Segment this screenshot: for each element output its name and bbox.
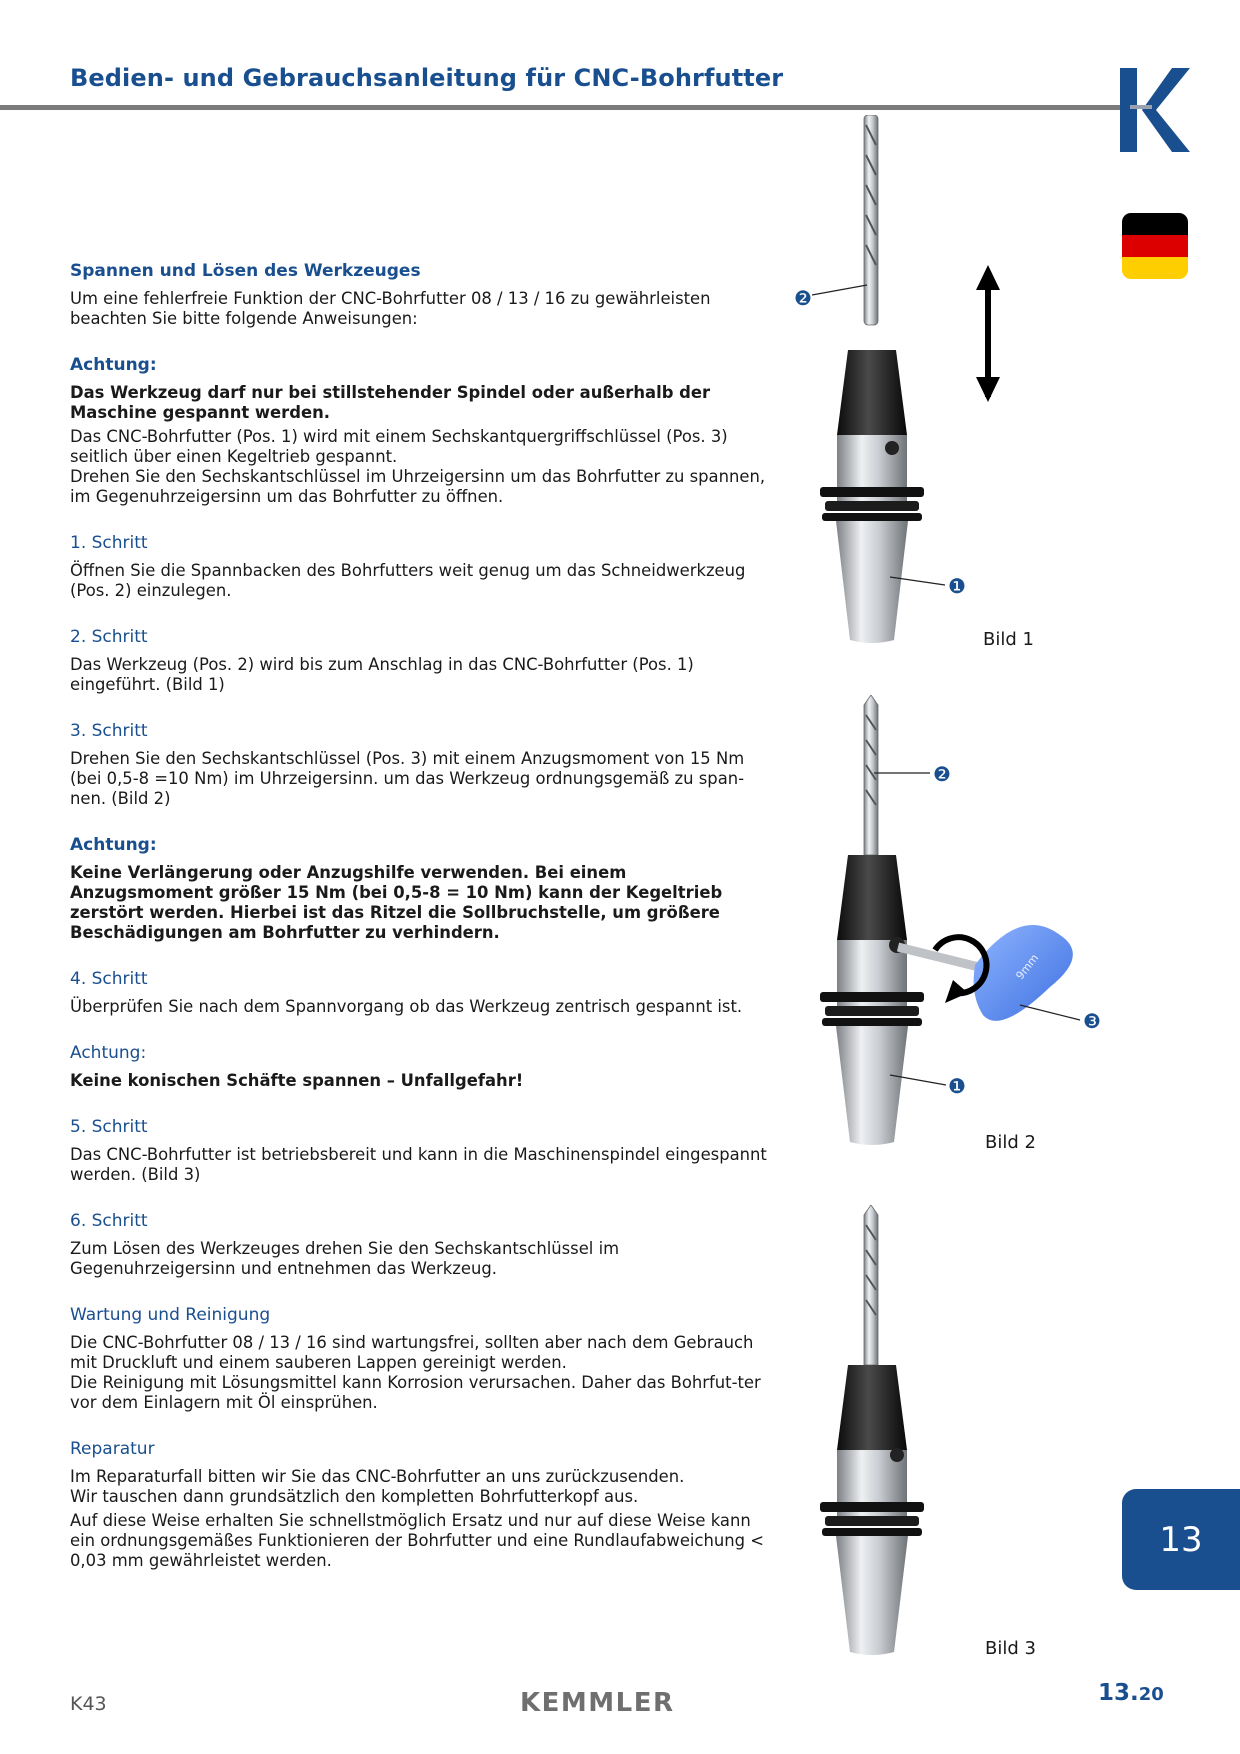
section-paragraph: Das CNC-Bohrfutter (Pos. 1) wird mit einem Sechskantquergriffschlüssel (Pos. 3) seitlich über einen Kegeltrieb gespannt. Drehen Sie den Sechskantschlüssel im Uhrzeigersinn um das Bohrfutter zu spannen, im Gegenuhrzeigersinn um das Bohrfutter zu öffnen. bbox=[70, 427, 766, 506]
cnc-chuck bbox=[820, 350, 924, 643]
section-paragraph: Die CNC-Bohrfutter 08 / 13 / 16 sind wartungsfrei, sollten aber nach dem Gebrauch mit Druckluft und einem sauberen Lappen gereinigt werden. Die Reinigung mit Lösungsmittel kann Korrosion verursachen. Daher das Bohrfut-ter vor dem Einlagern mit Öl einsprühen. bbox=[70, 1333, 761, 1412]
section bbox=[70, 1211, 770, 1279]
section-heading: 2. Schritt bbox=[70, 627, 148, 647]
section bbox=[70, 835, 770, 943]
section bbox=[70, 1117, 770, 1185]
section-heading: 5. Schritt bbox=[70, 1117, 148, 1137]
callout-1: ❶ bbox=[948, 1074, 966, 1098]
up-down-arrow-icon bbox=[976, 265, 1000, 402]
caption-bild2: Bild 2 bbox=[985, 1132, 1036, 1153]
section-heading: Achtung: bbox=[70, 835, 157, 855]
callout-1: ❶ bbox=[948, 574, 966, 598]
catalog-code: K43 bbox=[70, 1693, 107, 1715]
section-heading: 1. Schritt bbox=[70, 533, 148, 553]
drill-bit bbox=[864, 115, 878, 325]
drill-bit bbox=[864, 695, 878, 855]
callout-2: ❷ bbox=[794, 286, 812, 310]
section-paragraph: Um eine fehlerfreie Funktion der CNC-Bohrfutter 08 / 13 / 16 zu gewährleisten beachten Sie bitte folgende Anweisungen: bbox=[70, 289, 711, 328]
page-title: Bedien- und Gebrauchsanleitung für CNC-Bohrfutter bbox=[70, 64, 784, 92]
section-paragraph: Zum Lösen des Werkzeuges drehen Sie den Sechskantschlüssel im Gegenuhrzeigersinn und entnehmen das Werkzeug. bbox=[70, 1239, 620, 1278]
caption-bild1: Bild 1 bbox=[983, 629, 1034, 650]
section-heading: Wartung und Reinigung bbox=[70, 1305, 271, 1325]
section-paragraph: Öffnen Sie die Spannbacken des Bohrfutters weit genug um das Schneidwerkzeug (Pos. 2) einzulegen. bbox=[70, 561, 746, 600]
section-paragraph: Keine konischen Schäfte spannen – Unfallgefahr! bbox=[70, 1071, 524, 1090]
section bbox=[70, 627, 770, 695]
cnc-chuck bbox=[820, 1365, 924, 1655]
section bbox=[70, 969, 770, 1017]
section-heading: Reparatur bbox=[70, 1439, 155, 1459]
callout-3: ❸ bbox=[1083, 1009, 1101, 1033]
section bbox=[70, 721, 770, 809]
page-number-sub: 20 bbox=[1138, 1684, 1164, 1705]
section-heading: 4. Schritt bbox=[70, 969, 148, 989]
section-heading: 3. Schritt bbox=[70, 721, 148, 741]
chapter-tab: 13 bbox=[1122, 1489, 1240, 1590]
section-heading: Achtung: bbox=[70, 355, 157, 375]
page-number bbox=[1098, 1680, 1164, 1706]
title-divider bbox=[0, 105, 1122, 110]
section bbox=[70, 533, 770, 601]
section-paragraph: Überprüfen Sie nach dem Spannvorgang ob das Werkzeug zentrisch gespannt ist. bbox=[70, 997, 743, 1016]
figure-bild3 bbox=[770, 1205, 1010, 1665]
figure-bild1 bbox=[770, 115, 1010, 655]
cnc-chuck bbox=[820, 855, 924, 1145]
section-paragraph: Das Werkzeug (Pos. 2) wird bis zum Anschlag in das CNC-Bohrfutter (Pos. 1) eingeführt. (Bild 1) bbox=[70, 655, 694, 694]
hex-key-label: 9mm bbox=[1013, 951, 1042, 983]
callout-2: ❷ bbox=[933, 762, 951, 786]
section-paragraph: Drehen Sie den Sechskantschlüssel (Pos. 3) mit einem Anzugsmoment von 15 Nm (bei 0,5-8 =10 Nm) im Uhrzeigersinn. um das Werkzeug ordnungsgemäß zu span-nen. (Bild 2) bbox=[70, 749, 745, 808]
section-heading: Spannen und Lösen des Werkzeuges bbox=[70, 261, 421, 281]
section-heading: 6. Schritt bbox=[70, 1211, 148, 1231]
section bbox=[70, 1305, 770, 1413]
kemmler-logo bbox=[1120, 68, 1190, 152]
section-paragraph: Keine Verlängerung oder Anzugshilfe verwenden. Bei einem Anzugsmoment größer 15 Nm (bei 0,5-8 = 10 Nm) kann der Kegeltrieb zerstört werden. Hierbei ist das Ritzel die Sollbruchstelle, um größere Beschädigungen am Bohrfutter zu verhindern. bbox=[70, 863, 723, 942]
flag-stripe-red bbox=[1122, 235, 1188, 257]
section bbox=[70, 1439, 770, 1571]
section-paragraph: Auf diese Weise erhalten Sie schnellstmöglich Ersatz und nur auf diese Weise kann ein ordnungsgemäßes Funktionieren der Bohrfutter und eine Rundlaufabweichung < 0,03 mm gewährleistet werden. bbox=[70, 1511, 764, 1570]
brand-name: KEMMLER bbox=[520, 1688, 675, 1718]
flag-stripe-black bbox=[1122, 213, 1188, 235]
section bbox=[70, 261, 770, 329]
drill-bit bbox=[864, 1205, 878, 1365]
instructions-column bbox=[70, 235, 770, 1571]
section-paragraph: Im Reparaturfall bitten wir Sie das CNC-Bohrfutter an uns zurückzusenden. Wir tauschen dann grundsätzlich den kompletten Bohrfutterkopf aus. bbox=[70, 1467, 685, 1506]
section-heading: Achtung: bbox=[70, 1043, 147, 1063]
section-paragraph: Das CNC-Bohrfutter ist betriebsbereit und kann in die Maschinenspindel eingespannt werden. (Bild 3) bbox=[70, 1145, 767, 1184]
german-flag-icon bbox=[1122, 213, 1188, 279]
flag-stripe-gold bbox=[1122, 257, 1188, 279]
section-paragraph: Das Werkzeug darf nur bei stillstehender Spindel oder außerhalb der Maschine gespannt werden. bbox=[70, 383, 711, 422]
section bbox=[70, 1043, 770, 1091]
page-number-main: 13. bbox=[1098, 1680, 1139, 1706]
section bbox=[70, 355, 770, 507]
caption-bild3: Bild 3 bbox=[985, 1638, 1036, 1659]
figure-bild2 bbox=[770, 695, 1120, 1155]
